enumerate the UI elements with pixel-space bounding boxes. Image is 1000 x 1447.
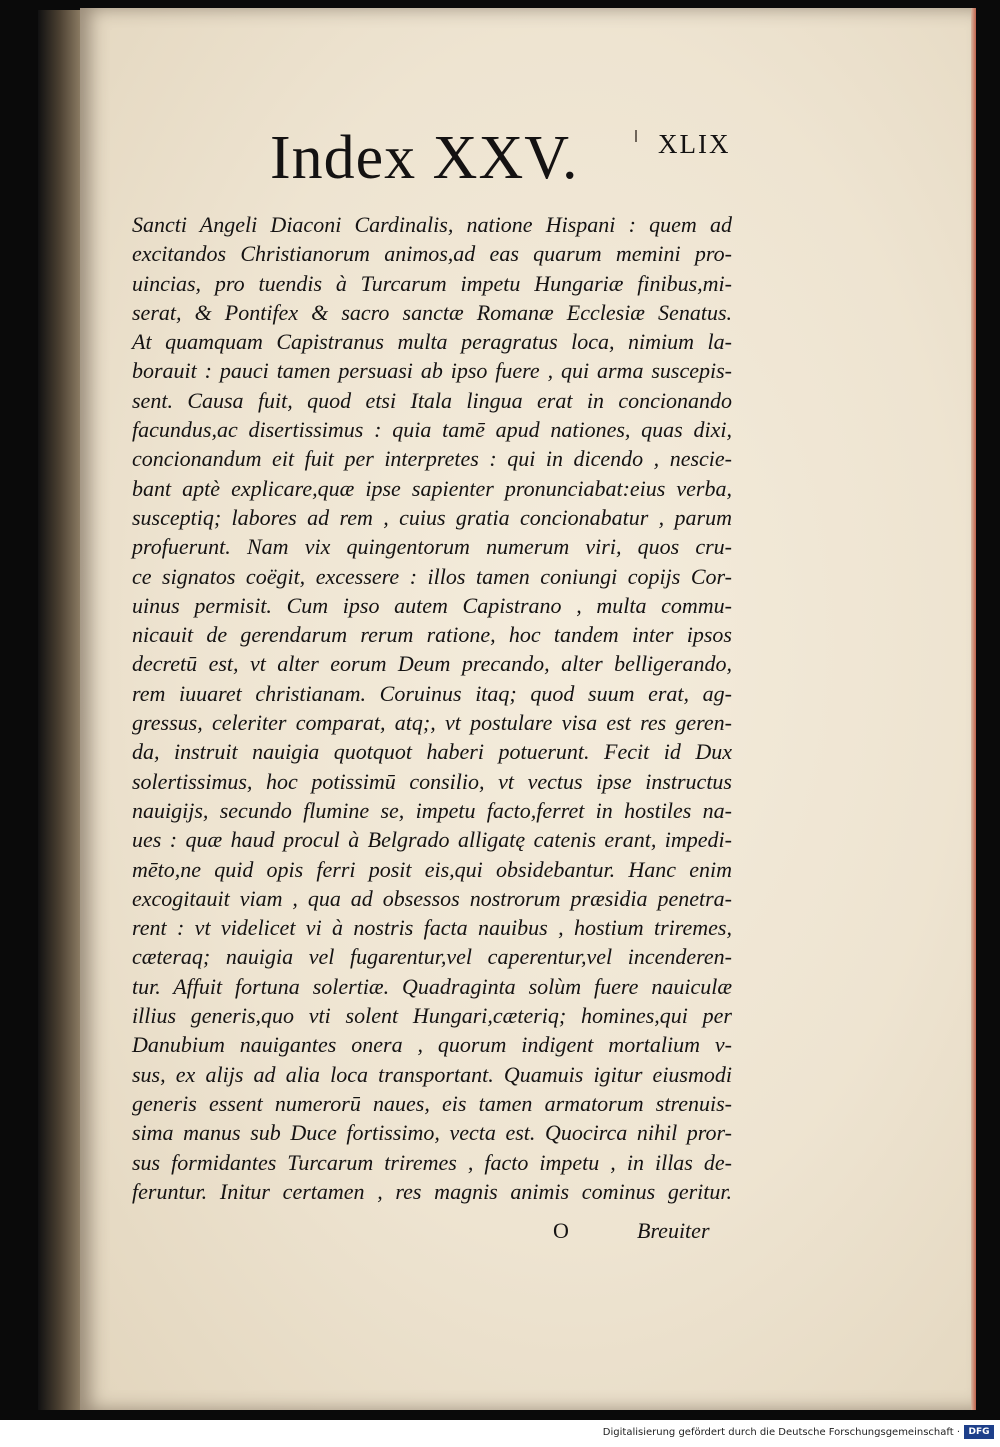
body-text	[132, 210, 732, 1206]
text-line: rent : vt videlicet vi à nostris facta nauibus , hostium triremes,	[132, 915, 732, 941]
text-line: ues : quæ haud procul à Belgrado alligatę catenis erant, impedi-	[132, 827, 732, 853]
text-line: profuerunt. Nam vix quingentorum numerum viri, quos cru-	[132, 534, 732, 560]
text-line: decretū est, vt alter eorum Deum precando, alter belligerando,	[132, 651, 732, 677]
dfg-logo-icon: DFG	[964, 1425, 994, 1439]
text-line: nicauit de gerendarum rerum ratione, hoc tandem inter ipsos	[132, 622, 732, 648]
text-line: At quamquam Capistranus multa peragratus loca, nimium la-	[132, 329, 732, 355]
ink-mark	[635, 130, 637, 142]
footer-bar	[0, 1420, 1000, 1447]
text-line: tur. Affuit fortuna solertiæ. Quadraginta solùm fuere nauiculæ	[132, 973, 732, 999]
funding-credit: Digitalisierung gefördert durch die Deutsche Forschungsgemeinschaft ·	[602, 1427, 960, 1438]
catchline	[545, 1216, 725, 1246]
page-edge	[971, 8, 976, 1410]
text-line: mēto,ne quid opis ferri posit eis,qui obsidebantur. Hanc enim	[132, 856, 732, 882]
text-line: cæteraq; nauigia vel fugarentur,vel caperentur,vel incenderen-	[132, 944, 732, 970]
text-line: sus formidantes Turcarum triremes , facto impetu , in illas de-	[132, 1149, 732, 1175]
text-line: borauit : pauci tamen persuasi ab ipso fuere , qui arma suscepis-	[132, 358, 732, 384]
page-header	[190, 118, 750, 198]
text-line: bant aptè explicare,quæ ipse sapienter pronunciabat:eius verba,	[132, 475, 732, 501]
text-line: illius generis,quo vti solent Hungari,cæteriq; homines,qui per	[132, 1003, 732, 1029]
page-title: Index XXV.	[270, 124, 579, 192]
text-line: nauigijs, secundo flumine se, impetu facto,ferret in hostiles na-	[132, 797, 732, 823]
text-line: gressus, celeriter comparat, atq;, vt postulare visa est res geren-	[132, 710, 732, 736]
text-line: susceptiq; labores ad rem , cuius gratia concionabatur , parum	[132, 504, 732, 530]
folio-number: XLIX	[658, 129, 731, 159]
text-line: excogitauit viam , qua ad obsessos nostrorum præsidia penetra-	[132, 885, 732, 911]
text-line: generis essent numerorū naues, eis tamen armatorum strenuis-	[132, 1090, 732, 1116]
text-line: serat, & Pontifex & sacro sanctæ Romanæ Ecclesiæ Senatus.	[132, 299, 732, 325]
text-line: feruntur. Initur certamen , res magnis animis cominus geritur.	[132, 1178, 732, 1204]
text-line: concionandum eit fuit per interpretes : qui in dicendo , nescie-	[132, 446, 732, 472]
text-line: uincias, pro tuendis à Turcarum impetu Hungariæ finibus,mi-	[132, 270, 732, 296]
text-line: sima manus sub Duce fortissimo, vecta est. Quocirca nihil pror-	[132, 1120, 732, 1146]
text-line: solertissimus, hoc potissimū consilio, vt vectus ipse instructus	[132, 768, 732, 794]
text-line: Sancti Angeli Diaconi Cardinalis, natione Hispani : quem ad	[132, 212, 732, 237]
signature-mark: O	[553, 1218, 569, 1243]
text-line: sus, ex alijs ad alia loca transportant. Quamuis igitur eiusmodi	[132, 1061, 732, 1087]
text-line: excitandos Christianorum animos,ad eas quarum memini pro-	[132, 241, 732, 267]
catchword: Breuiter	[637, 1218, 710, 1243]
text-line: sent. Causa fuit, quod etsi Itala lingua erat in concionando	[132, 387, 732, 413]
text-line: Danubium nauigantes onera , quorum indigent mortalium v-	[132, 1032, 732, 1058]
text-line: da, instruit nauigia quotquot haberi potuerunt. Fecit id Dux	[132, 739, 732, 765]
text-line: uinus permisit. Cum ipso autem Capistrano , multa commu-	[132, 592, 732, 618]
text-line: ce signatos coëgit, excessere : illos tamen coniungi copijs Cor-	[132, 563, 732, 589]
text-line: rem iuuaret christianam. Coruinus itaq; quod suum erat, ag-	[132, 680, 732, 706]
text-line: facundus,ac disertissimus : quia tamē apud nationes, quas dixi,	[132, 417, 732, 443]
